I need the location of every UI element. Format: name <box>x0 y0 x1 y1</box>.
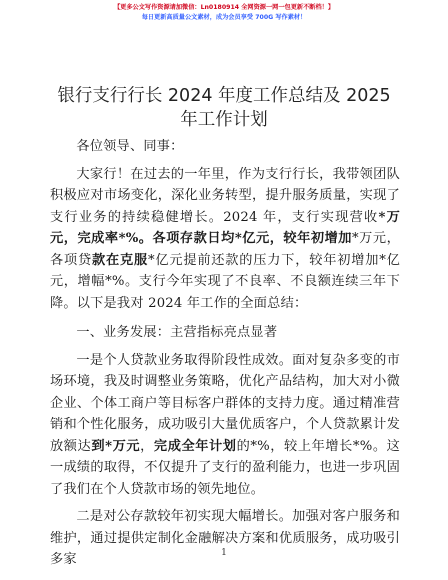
intro-bold-1: *万元，完成率 <box>50 209 400 246</box>
paragraph-2 <box>50 350 400 501</box>
promo-banner <box>0 3 448 23</box>
paragraph-3: 二是对公存款较年初实现大幅增长。加强对客户服务和维护，通过提供定制化金融解决方案和优质服务，成功吸引多家 <box>50 509 400 567</box>
intro-bold-3: 款在克服 <box>91 252 148 268</box>
promo-banner-line2: 每日更新高质量公文素材，成为会员享受 700G 写作素材！ <box>141 14 307 21</box>
document-title: 银行支行行长 2024 年度工作总结及 2025 年工作计划 <box>57 86 391 130</box>
promo-banner-line1: 【更多公文写作资源请加微信：Ln0180914 全网资源一网一包更新不断档！】 <box>113 4 335 11</box>
intro-text-4: *亿元提前还款的压力下，较年初增加*亿元，增幅*%。支行今年实现了不良率、不良额连续三年下降。以下是我对 2024 年工作的全面总结： <box>50 252 400 311</box>
document-body <box>50 136 400 571</box>
intro-text-3: ，各项贷 <box>50 231 400 268</box>
p2-bold-2: 完成全年计划 <box>153 438 237 454</box>
section-heading-1: 一、业务发展：主营指标亮点显著 <box>76 325 278 340</box>
p2-text-2: ， <box>140 438 154 454</box>
p2-text-3: 的*%，较上年增长*%。这一成绩的取得，不仅提升了支行的盈利能力，也进一步巩固了我们在个人贷款市场的领先地位。 <box>50 438 400 497</box>
intro-paragraph <box>50 164 400 315</box>
page-number: 1 <box>221 548 227 558</box>
intro-text-2: *万元 <box>352 231 387 246</box>
salutation: 各位领导、同事： <box>76 139 184 154</box>
p2-text-1: 一是个人贷款业务取得阶段性成效。面对复杂多变的市场环境，我及时调整业务策略，优化产品结构，加大对小微企业、个体工商户等目标客户群体的支持力度。通过精准营销和个性化服务，成功吸引大量优质客户，个人贷款累计发放额达 <box>50 352 400 454</box>
intro-bold-2: *%。各项存款日均*亿元，较年初增加 <box>118 231 353 246</box>
p2-bold-1: 到*万元 <box>91 438 141 454</box>
intro-text-1: 大家行！在过去的一年里，作为支行行长，我带领团队积极应对市场变化，深化业务转型，提升服务质量，实现了支行业务的持续稳健增长。2024 年，支行实现营收 <box>50 166 400 225</box>
